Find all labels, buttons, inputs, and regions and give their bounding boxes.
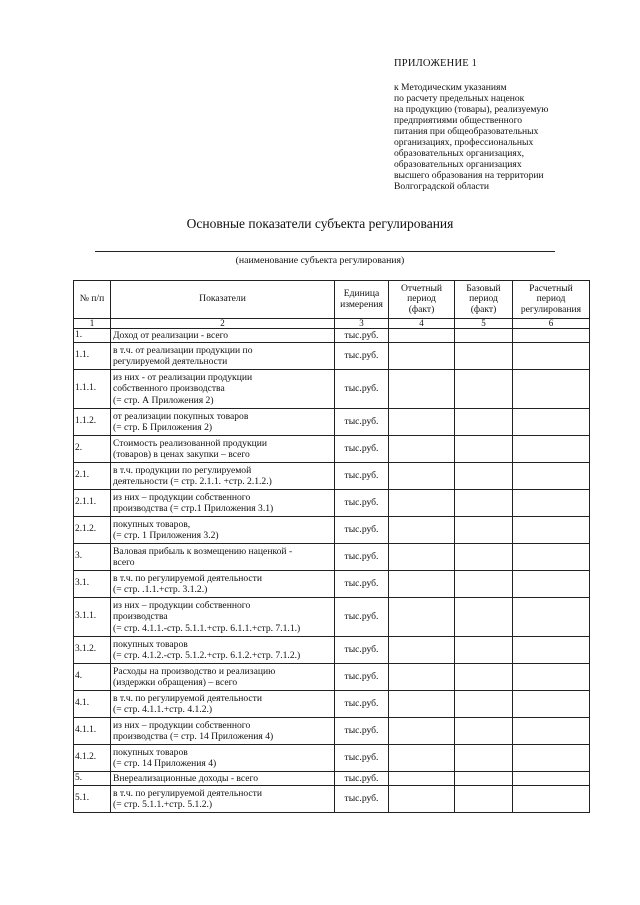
row-unit: тыс.руб. <box>335 490 389 517</box>
subject-name-caption: (наименование субъекта регулирования) <box>235 255 405 266</box>
row-unit: тыс.руб. <box>335 370 389 409</box>
column-number: 5 <box>455 319 513 329</box>
row-number: 3.1. <box>74 571 111 598</box>
row-indicator <box>111 490 335 517</box>
subject-name-line <box>95 251 555 252</box>
reported-value-cell[interactable] <box>389 370 455 409</box>
row-indicator <box>111 463 335 490</box>
row-indicator <box>111 718 335 745</box>
row-unit: тыс.руб. <box>335 691 389 718</box>
reported-value-cell[interactable] <box>389 409 455 436</box>
reported-value-cell[interactable] <box>389 691 455 718</box>
row-indicator <box>111 544 335 571</box>
table-row <box>74 436 590 463</box>
forecast-value-cell[interactable] <box>513 517 590 544</box>
row-indicator <box>111 329 335 343</box>
row-number: 3.1.2. <box>74 637 111 664</box>
forecast-value-cell[interactable] <box>513 745 590 772</box>
table-row <box>74 517 590 544</box>
row-indicator-line: (= стр. 14 Приложения 4) <box>113 758 217 769</box>
table-row <box>74 571 590 598</box>
header-forecast-line: Расчетный <box>529 282 573 294</box>
table-row <box>74 370 590 409</box>
row-indicator <box>111 691 335 718</box>
reported-value-cell[interactable] <box>389 637 455 664</box>
indicators-table <box>73 280 590 813</box>
row-indicator-line: производства (= стр.1 Приложения 3.1) <box>113 503 274 514</box>
column-number: 1 <box>74 319 111 329</box>
row-indicator <box>111 436 335 463</box>
row-indicator-line: в т.ч. по регулируемой деятельности <box>113 787 262 799</box>
base-value-cell[interactable] <box>455 517 513 544</box>
row-indicator-line: из них – продукции собственного <box>113 719 251 731</box>
row-unit: тыс.руб. <box>335 544 389 571</box>
table-row <box>74 772 590 786</box>
row-indicator-line: (= стр. 1 Приложения 3.2) <box>113 530 219 541</box>
row-indicator-line: (= стр. .1.1.+стр. 3.1.2.) <box>113 584 208 595</box>
row-unit: тыс.руб. <box>335 463 389 490</box>
forecast-value-cell[interactable] <box>513 772 590 786</box>
appendix-note-line: высшего образования на территории <box>394 170 544 181</box>
base-value-cell[interactable] <box>455 490 513 517</box>
appendix-note-line: образовательных организациях <box>394 159 522 170</box>
forecast-value-cell[interactable] <box>513 329 590 343</box>
row-unit: тыс.руб. <box>335 343 389 370</box>
reported-value-cell[interactable] <box>389 786 455 813</box>
header-reported-line: период <box>407 293 436 305</box>
row-number: 1.1. <box>74 343 111 370</box>
row-indicator <box>111 370 335 409</box>
row-indicator-line: производства (= стр. 14 Приложения 4) <box>113 731 274 742</box>
forecast-value-cell[interactable] <box>513 718 590 745</box>
row-indicator-line: покупных товаров <box>113 638 188 650</box>
base-value-cell[interactable] <box>455 370 513 409</box>
row-indicator-line: (= стр. 4.1.2.-стр. 5.1.2.+стр. 6.1.2.+стр. 7.1.2.) <box>113 650 301 661</box>
row-indicator-line: деятельности (= стр. 2.1.1. +стр. 2.1.2.) <box>113 476 272 487</box>
row-indicator-line: от реализации покупных товаров <box>113 410 249 422</box>
row-number: 1. <box>74 329 111 343</box>
row-number: 4. <box>74 664 111 691</box>
reported-value-cell[interactable] <box>389 664 455 691</box>
row-unit: тыс.руб. <box>335 517 389 544</box>
column-number: 6 <box>513 319 590 329</box>
appendix-note-line: питания при общеобразовательных <box>394 126 539 137</box>
base-value-cell[interactable] <box>455 329 513 343</box>
row-indicator <box>111 517 335 544</box>
row-number: 1.1.1. <box>74 370 111 409</box>
reported-value-cell[interactable] <box>389 517 455 544</box>
column-number: 4 <box>389 319 455 329</box>
base-value-cell[interactable] <box>455 772 513 786</box>
reported-value-cell[interactable] <box>389 436 455 463</box>
row-indicator-line: из них – продукции собственного <box>113 599 251 611</box>
table-row <box>74 409 590 436</box>
forecast-value-cell[interactable] <box>513 691 590 718</box>
row-indicator <box>111 598 335 637</box>
row-number: 2.1.1. <box>74 490 111 517</box>
table-row <box>74 786 590 813</box>
table-row <box>74 329 590 343</box>
row-number: 5. <box>74 772 111 786</box>
column-number: 3 <box>335 319 389 329</box>
table-row <box>74 343 590 370</box>
row-indicator-line: Стоимость реализованной продукции <box>113 437 268 449</box>
forecast-value-cell[interactable] <box>513 463 590 490</box>
base-value-cell[interactable] <box>455 718 513 745</box>
appendix-note-line: организациях, профессиональных <box>394 137 534 148</box>
row-number: 2.1. <box>74 463 111 490</box>
base-value-cell[interactable] <box>455 598 513 637</box>
header-unit-line: измерения <box>340 298 383 310</box>
header-base-line: период <box>469 293 498 305</box>
appendix-note-line: к Методическим указаниям <box>394 82 507 93</box>
reported-value-cell[interactable] <box>389 329 455 343</box>
row-indicator <box>111 664 335 691</box>
base-value-cell[interactable] <box>455 436 513 463</box>
row-indicator-line: в т.ч. по регулируемой деятельности <box>113 572 262 584</box>
reported-value-cell[interactable] <box>389 718 455 745</box>
reported-value-cell[interactable] <box>389 490 455 517</box>
base-value-cell[interactable] <box>455 571 513 598</box>
row-indicator-line: в т.ч. от реализации продукции по <box>113 344 253 356</box>
reported-value-cell[interactable] <box>389 463 455 490</box>
table-row <box>74 718 590 745</box>
reported-value-cell[interactable] <box>389 571 455 598</box>
row-number: 4.1. <box>74 691 111 718</box>
header-reported <box>389 281 455 319</box>
row-indicator-line: в т.ч. продукции по регулируемой <box>113 464 252 476</box>
base-value-cell[interactable] <box>455 343 513 370</box>
document-title: Основные показатели субъекта регулирования <box>186 216 454 231</box>
appendix-label: ПРИЛОЖЕНИЕ 1 <box>394 58 478 69</box>
row-indicator <box>111 343 335 370</box>
reported-value-cell[interactable] <box>389 745 455 772</box>
row-number: 4.1.2. <box>74 745 111 772</box>
row-unit: тыс.руб. <box>335 571 389 598</box>
appendix-note-line: образовательных организациях, <box>394 148 525 159</box>
table-row <box>74 664 590 691</box>
row-indicator-line: (= стр. 4.1.1.+стр. 4.1.2.) <box>113 704 213 715</box>
row-indicator-line: Внереализационные доходы - всего <box>113 772 259 784</box>
row-number: 3.1.1. <box>74 598 111 637</box>
row-indicator-line: (= стр. Б Приложения 2) <box>113 422 213 433</box>
row-indicator <box>111 637 335 664</box>
column-number: 2 <box>111 319 335 329</box>
reported-value-cell[interactable] <box>389 544 455 571</box>
row-unit: тыс.руб. <box>335 664 389 691</box>
header-forecast-line: регулирования <box>520 303 582 315</box>
base-value-cell[interactable] <box>455 745 513 772</box>
row-unit: тыс.руб. <box>335 598 389 637</box>
row-indicator <box>111 409 335 436</box>
header-forecast <box>513 281 590 319</box>
table-row <box>74 598 590 637</box>
header-num: № п/п <box>74 281 111 319</box>
header-reported-line: (факт) <box>408 303 435 315</box>
row-indicator-line: (издержки обращения) – всего <box>113 677 238 688</box>
forecast-value-cell[interactable] <box>513 598 590 637</box>
row-indicator <box>111 786 335 813</box>
row-unit: тыс.руб. <box>335 718 389 745</box>
table-row <box>74 544 590 571</box>
row-indicator-line: (товаров) в ценах закупки – всего <box>113 449 250 460</box>
row-indicator-line: всего <box>113 557 135 568</box>
row-indicator-line: из них – продукции собственного <box>113 491 251 503</box>
appendix-note-line: на продукцию (товары), реализуемую <box>394 104 549 115</box>
header-base-line: (факт) <box>470 303 497 315</box>
row-number: 4.1.1. <box>74 718 111 745</box>
header-indicator: Показатели <box>111 281 335 319</box>
row-unit: тыс.руб. <box>335 436 389 463</box>
base-value-cell[interactable] <box>455 409 513 436</box>
base-value-cell[interactable] <box>455 664 513 691</box>
forecast-value-cell[interactable] <box>513 343 590 370</box>
appendix-note <box>394 82 594 192</box>
row-indicator-line: собственного производства <box>113 383 225 395</box>
header-forecast-line: период <box>536 293 566 305</box>
row-number: 3. <box>74 544 111 571</box>
row-unit: тыс.руб. <box>335 786 389 813</box>
row-indicator-line: (= стр. 5.1.1.+стр. 5.1.2.) <box>113 799 213 810</box>
row-indicator-line: в т.ч. по регулируемой деятельности <box>113 692 262 704</box>
row-unit: тыс.руб. <box>335 409 389 436</box>
row-indicator-line: покупных товаров <box>113 746 188 758</box>
row-indicator-line: из них - от реализации продукции <box>113 371 253 383</box>
forecast-value-cell[interactable] <box>513 490 590 517</box>
base-value-cell[interactable] <box>455 544 513 571</box>
forecast-value-cell[interactable] <box>513 786 590 813</box>
forecast-value-cell[interactable] <box>513 637 590 664</box>
header-base <box>455 281 513 319</box>
row-indicator <box>111 745 335 772</box>
appendix-note-line: предприятиями общественного <box>394 115 523 126</box>
row-unit: тыс.руб. <box>335 329 389 343</box>
reported-value-cell[interactable] <box>389 598 455 637</box>
row-indicator-line: Доход от реализации - всего <box>113 329 229 341</box>
forecast-value-cell[interactable] <box>513 436 590 463</box>
row-indicator-line: Расходы на производство и реализацию <box>113 665 276 677</box>
base-value-cell[interactable] <box>455 637 513 664</box>
table-row <box>74 745 590 772</box>
table-row <box>74 463 590 490</box>
header-reported-line: Отчетный <box>400 282 443 294</box>
reported-value-cell[interactable] <box>389 772 455 786</box>
base-value-cell[interactable] <box>455 786 513 813</box>
row-number: 2. <box>74 436 111 463</box>
header-unit <box>335 281 389 319</box>
header-base-line: Базовый <box>466 282 501 294</box>
forecast-value-cell[interactable] <box>513 370 590 409</box>
row-indicator-line: (= стр. А Приложения 2) <box>113 394 214 406</box>
header-unit-line: Единица <box>343 287 380 299</box>
row-indicator <box>111 772 335 786</box>
row-number: 5.1. <box>74 786 111 813</box>
forecast-value-cell[interactable] <box>513 571 590 598</box>
row-indicator-line: производства <box>113 611 168 623</box>
row-unit: тыс.руб. <box>335 772 389 786</box>
row-unit: тыс.руб. <box>335 745 389 772</box>
table-row <box>74 490 590 517</box>
forecast-value-cell[interactable] <box>513 409 590 436</box>
row-indicator-line: (= стр. 4.1.1.-стр. 5.1.1.+стр. 6.1.1.+стр. 7.1.1.) <box>113 622 301 634</box>
table-header-row <box>74 281 590 319</box>
appendix-note-line: по расчету предельных наценок <box>394 93 525 104</box>
row-indicator-line: Валовая прибыль к возмещению наценкой - <box>113 545 293 557</box>
base-value-cell[interactable] <box>455 691 513 718</box>
row-number: 2.1.2. <box>74 517 111 544</box>
row-number: 1.1.2. <box>74 409 111 436</box>
forecast-value-cell[interactable] <box>513 544 590 571</box>
row-indicator <box>111 571 335 598</box>
reported-value-cell[interactable] <box>389 343 455 370</box>
row-unit: тыс.руб. <box>335 637 389 664</box>
base-value-cell[interactable] <box>455 463 513 490</box>
table-row <box>74 691 590 718</box>
column-number-row <box>74 319 590 329</box>
table-row <box>74 637 590 664</box>
row-indicator-line: покупных товаров, <box>113 518 191 530</box>
appendix-note-line: Волгоградской области <box>394 181 490 192</box>
row-indicator-line: регулируемой деятельности <box>113 356 228 367</box>
forecast-value-cell[interactable] <box>513 664 590 691</box>
